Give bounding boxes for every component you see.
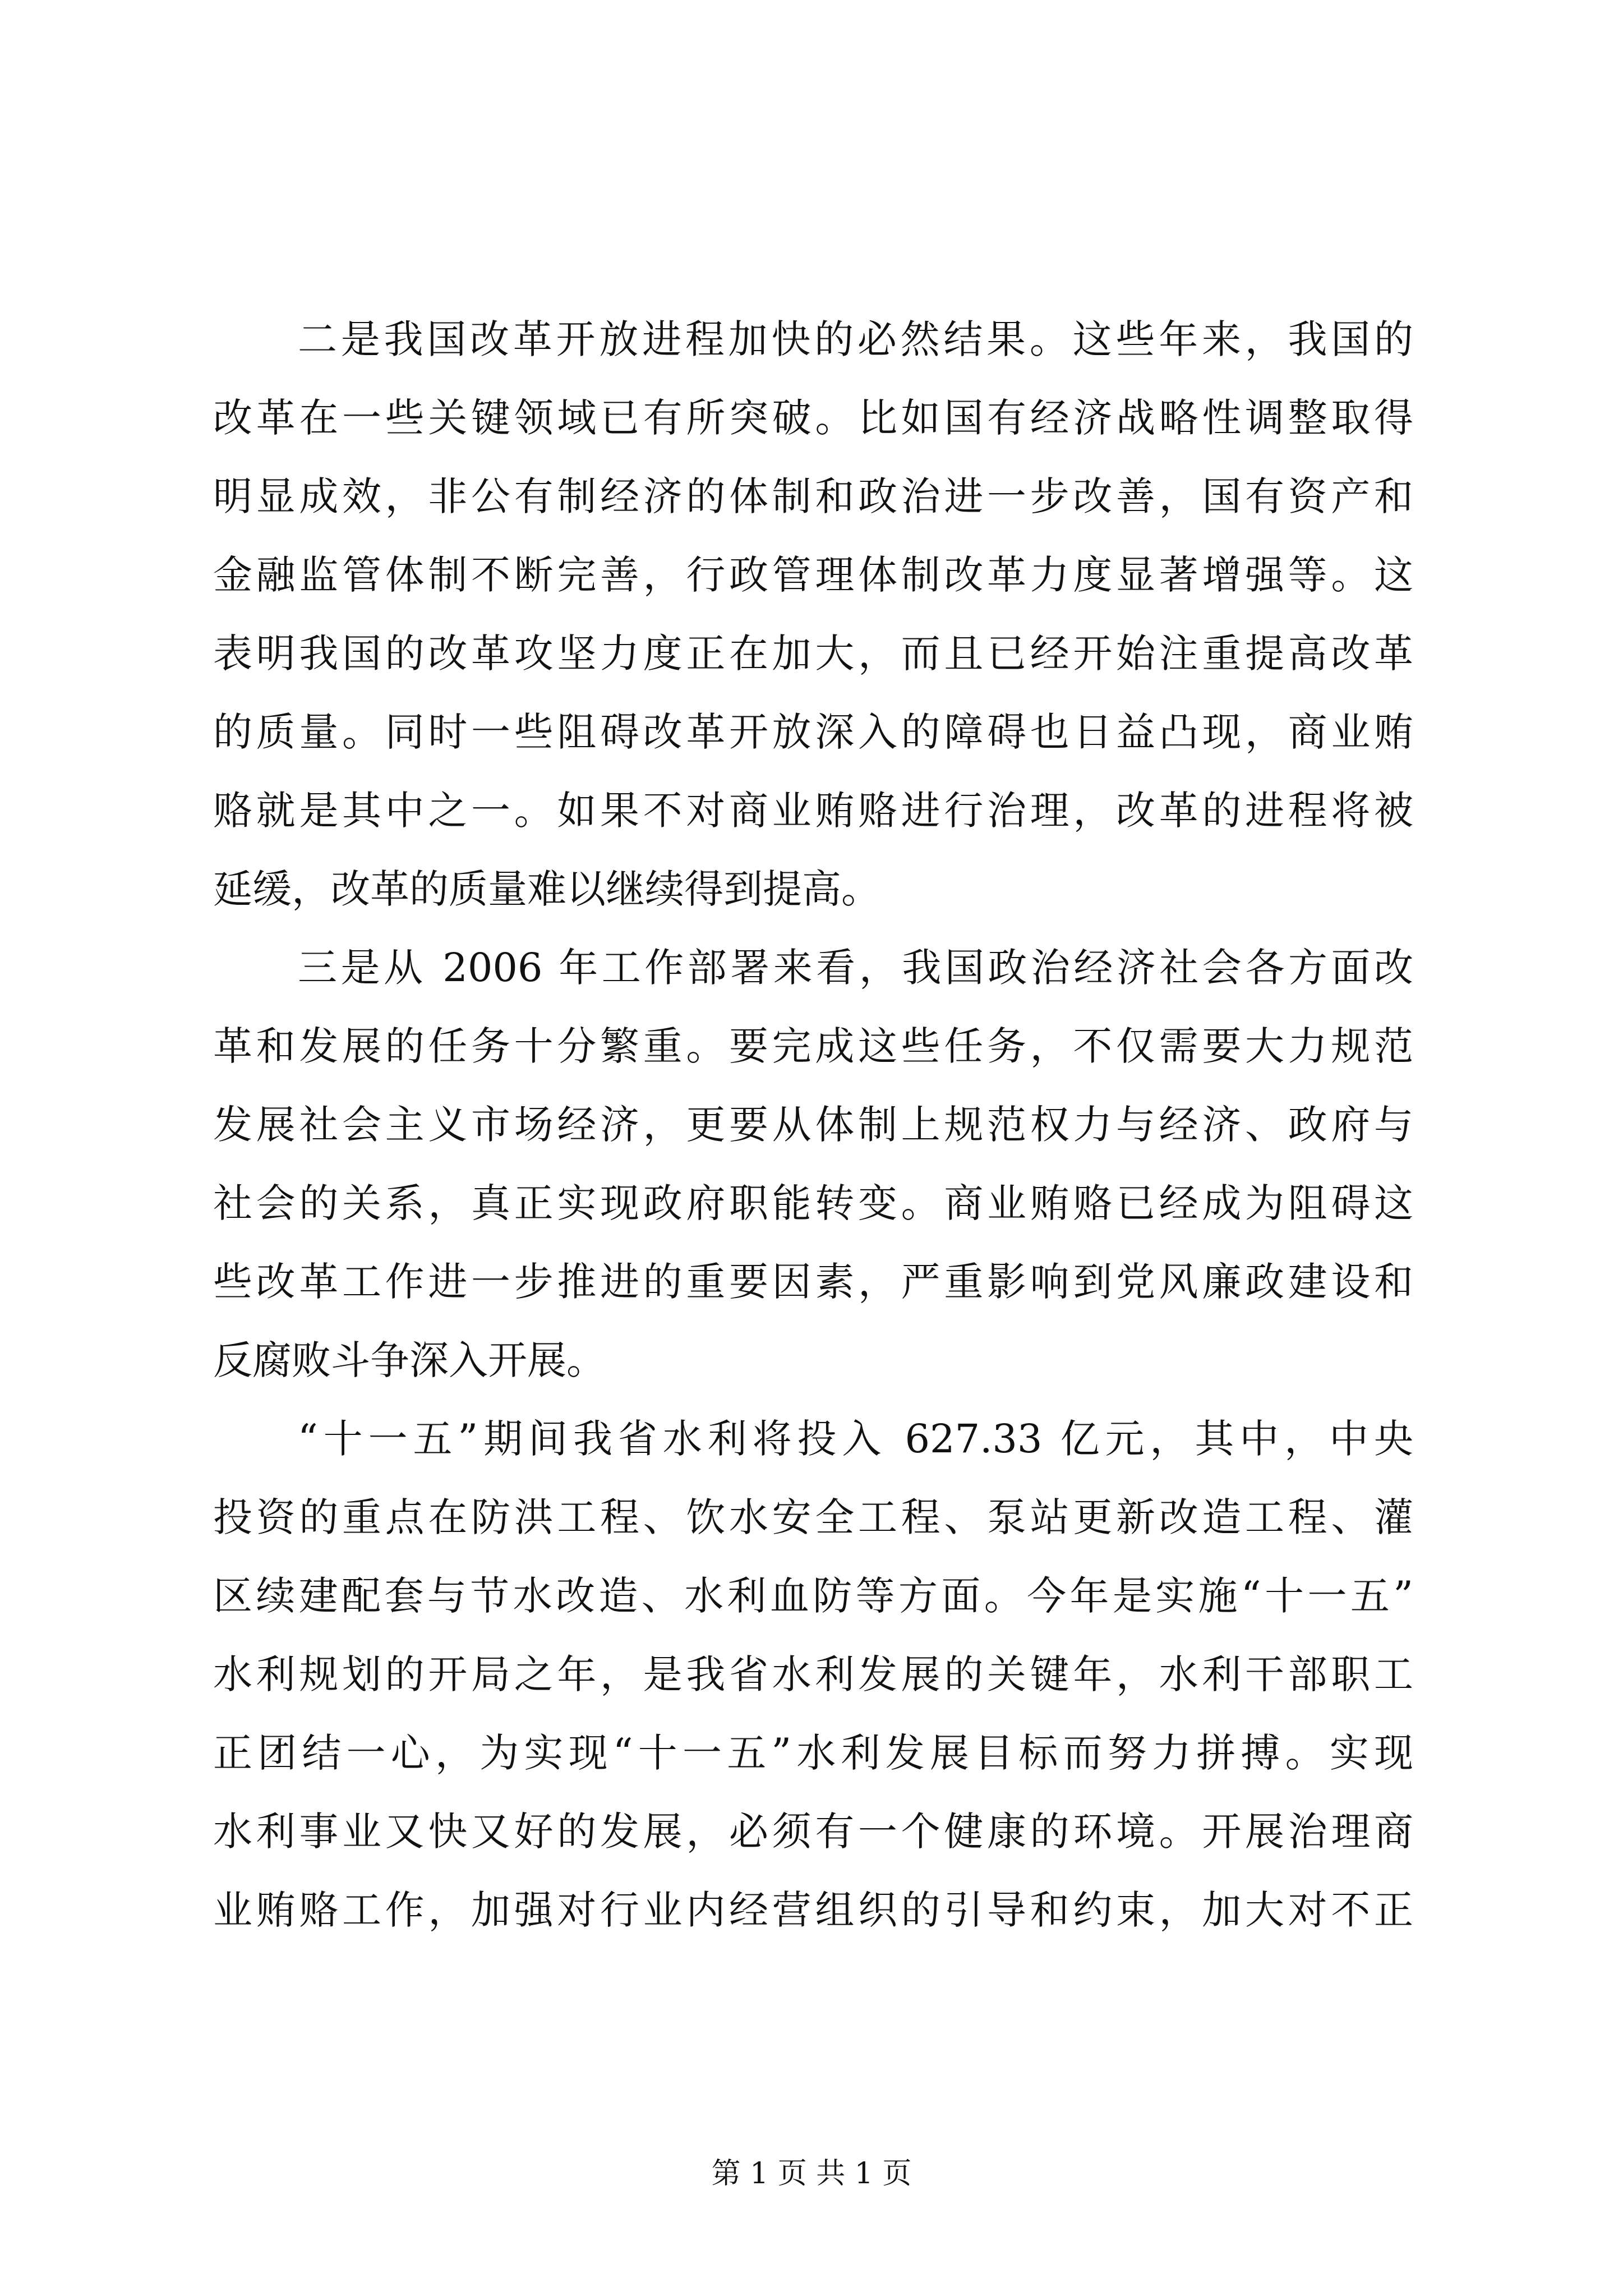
paragraph-1-line-8: 延缓，改革的质量难以继续得到提高。 <box>213 866 880 912</box>
paragraph-1-line-2: 改革在一些关键领域已有所突破。比如国有经济战略性调整取得 <box>213 395 1413 441</box>
paragraph-3-line-3: 区续建配套与节水改造、水利血防等方面。今年是实施“十一五” <box>213 1573 1413 1619</box>
paragraph-1-line-6: 的质量。同时一些阻碍改革开放深入的障碍也日益凸现，商业贿 <box>213 709 1413 755</box>
paragraph-3-line-6: 水利事业又快又好的发展，必须有一个健康的环境。开展治理商 <box>213 1809 1413 1855</box>
paragraph-3-line-2: 投资的重点在防洪工程、饮水安全工程、泵站更新改造工程、灌 <box>213 1494 1413 1540</box>
paragraph-2-line-2: 革和发展的任务十分繁重。要完成这些任务，不仅需要大力规范 <box>213 1023 1413 1069</box>
paragraph-2-line-4: 社会的关系，真正实现政府职能转变。商业贿赂已经成为阻碍这 <box>213 1180 1413 1226</box>
paragraph-1-line-3: 明显成效，非公有制经济的体制和政治进一步改善，国有资产和 <box>213 473 1413 519</box>
paragraph-2-line-6: 反腐败斗争深入开展。 <box>213 1337 606 1383</box>
paragraph-2-line-1: 三是从 2006 年工作部署来看，我国政治经济社会各方面改 <box>298 945 1413 991</box>
paragraph-3-line-7: 业贿赂工作，加强对行业内经营组织的引导和约束，加大对不正 <box>213 1887 1413 1933</box>
paragraph-2-line-3: 发展社会主义市场经济，更要从体制上规范权力与经济、政府与 <box>213 1102 1413 1148</box>
paragraph-2-line-5: 些改革工作进一步推进的重要因素，严重影响到党风廉政建设和 <box>213 1259 1413 1305</box>
paragraph-3-line-4: 水利规划的开局之年，是我省水利发展的关键年，水利干部职工 <box>213 1651 1413 1697</box>
paragraph-3-line-1: “十一五”期间我省水利将投入 627.33 亿元，其中，中央 <box>298 1416 1413 1462</box>
paragraph-1-line-1: 二是我国改革开放进程加快的必然结果。这些年来，我国的 <box>298 316 1413 362</box>
page-footer: 第 1 页 共 1 页 <box>711 2157 912 2191</box>
paragraph-1-line-4: 金融监管体制不断完善，行政管理体制改革力度显著增强等。这 <box>213 552 1413 598</box>
paragraph-3-line-5: 正团结一心，为实现“十一五”水利发展目标而努力拼搏。实现 <box>213 1730 1413 1776</box>
paragraph-1-line-7: 赂就是其中之一。如果不对商业贿赂进行治理，改革的进程将被 <box>213 788 1413 834</box>
paragraph-1-line-5: 表明我国的改革攻坚力度正在加大，而且已经开始注重提高改革 <box>213 631 1413 677</box>
